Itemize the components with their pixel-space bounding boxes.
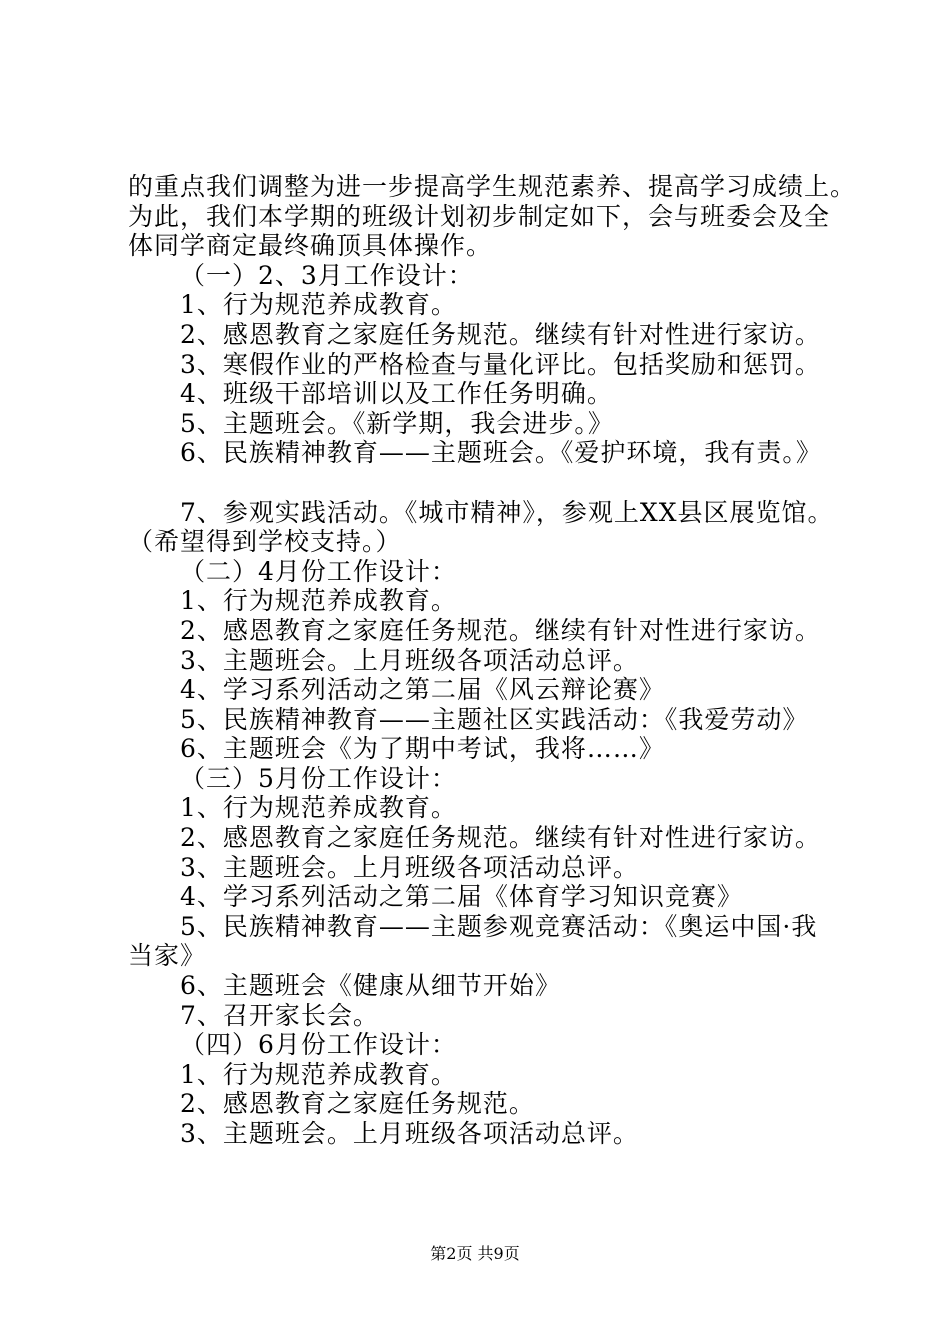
list-item: 3、寒假作业的严格检查与量化评比。包括奖励和惩罚。 — [180, 349, 821, 379]
document-body — [128, 172, 857, 1149]
list-item: 6、主题班会《健康从细节开始》 — [180, 971, 561, 1001]
list-item-continuation: 当家》 — [128, 941, 207, 971]
section-heading: （二）4月份工作设计： — [180, 556, 457, 586]
list-item: 4、学习系列活动之第二届《体育学习知识竞赛》 — [180, 882, 743, 912]
list-item: 3、主题班会。上月班级各项活动总评。 — [180, 645, 639, 675]
section-heading: （三）5月份工作设计： — [180, 763, 457, 793]
section-heading: （四）6月份工作设计： — [180, 1030, 457, 1060]
section-heading: （一）2、3月工作设计： — [180, 260, 474, 290]
list-item: 2、感恩教育之家庭任务规范。 — [180, 1089, 535, 1119]
list-item: 6、民族精神教育——主题班会。《爱护环境，我有责。》 — [180, 438, 822, 468]
list-item-continuation: （希望得到学校支持。） — [128, 527, 402, 557]
list-item: 2、感恩教育之家庭任务规范。继续有针对性进行家访。 — [180, 615, 821, 645]
list-item: 1、行为规范养成教育。 — [180, 586, 457, 616]
list-item: 4、班级干部培训以及工作任务明确。 — [180, 379, 613, 409]
list-item: 5、民族精神教育——主题社区实践活动：《我爱劳动》 — [180, 704, 809, 734]
intro-line: 体同学商定最终确顶具体操作。 — [128, 231, 493, 261]
page-footer: 第2页 共9页 — [430, 1244, 520, 1263]
list-item: 3、主题班会。上月班级各项活动总评。 — [180, 1119, 639, 1148]
list-item: 2、感恩教育之家庭任务规范。继续有针对性进行家访。 — [180, 823, 821, 853]
blank-line — [128, 468, 848, 498]
list-item: 6、主题班会《为了期中考试，我将……》 — [180, 734, 665, 764]
list-item: 5、主题班会。《新学期，我会进步。》 — [180, 408, 614, 438]
list-item: 5、民族精神教育——主题参观竞赛活动：《奥运中国·我 — [180, 911, 818, 941]
list-item: 7、参观实践活动。《城市精神》，参观上XX县区展览馆。 — [180, 497, 834, 527]
intro-line: 为此，我们本学期的班级计划初步制定如下，会与班委会及全 — [128, 201, 831, 231]
list-item: 2、感恩教育之家庭任务规范。继续有针对性进行家访。 — [180, 319, 821, 349]
list-item: 1、行为规范养成教育。 — [180, 1059, 457, 1089]
intro-line: 的重点我们调整为进一步提高学生规范素养、提高学习成绩上。 — [128, 172, 857, 201]
list-item: 3、主题班会。上月班级各项活动总评。 — [180, 852, 639, 882]
list-item: 1、行为规范养成教育。 — [180, 793, 457, 823]
list-item: 7、召开家长会。 — [180, 1000, 379, 1030]
list-item: 4、学习系列活动之第二届《风云辩论赛》 — [180, 675, 665, 705]
list-item: 1、行为规范养成教育。 — [180, 290, 457, 320]
